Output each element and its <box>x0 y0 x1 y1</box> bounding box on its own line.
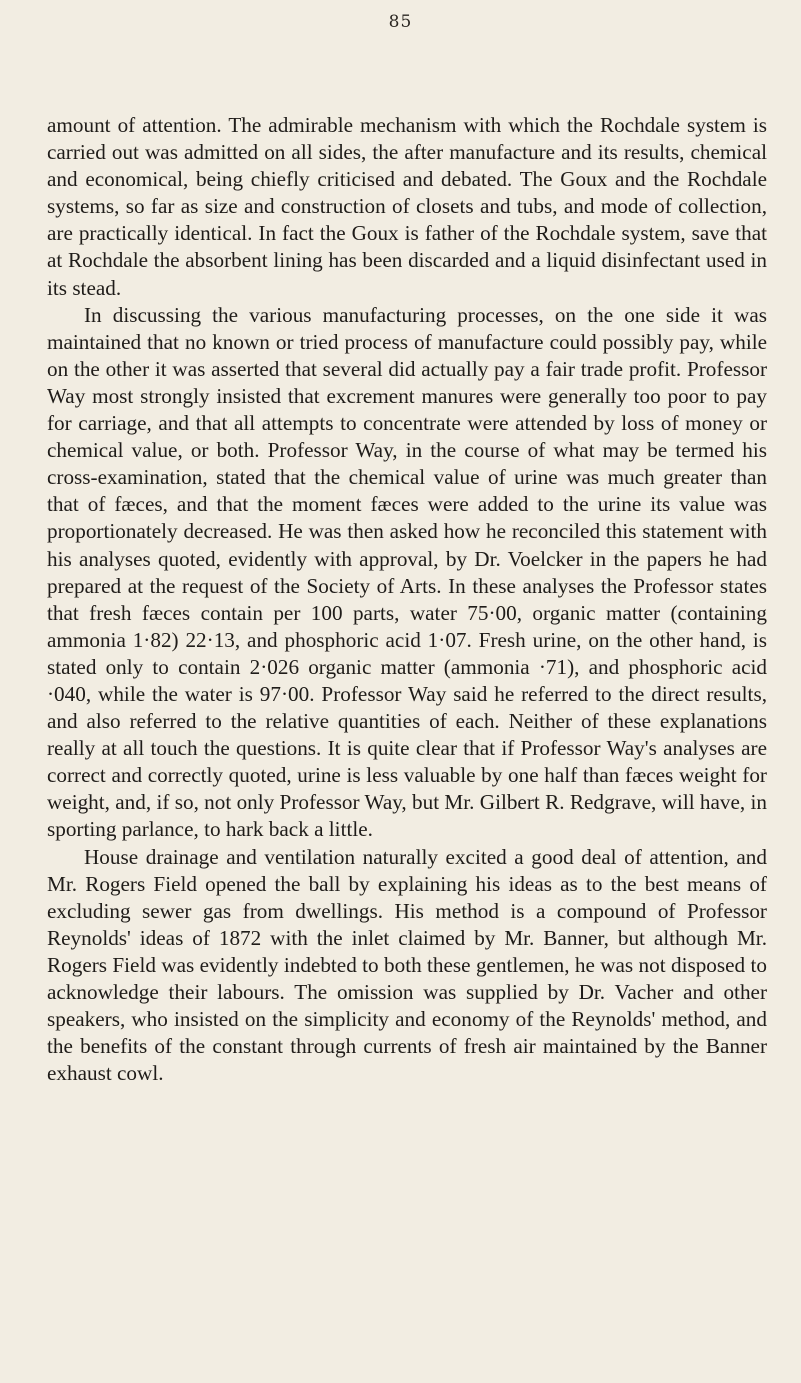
body-text <box>47 112 767 1087</box>
paragraph-1: amount of attention. The admirable mechanism with which the Rochdale system is carried out was admitted on all sides, the after manufacture and its results, chemical and economical, being chiefly criticised and debated. The Goux and the Rochdale systems, so far as size and construction of closets and tubs, and mode of collection, are practically identical. In fact the Goux is father of the Rochdale system, save that at Rochdale the absorbent lining has been discarded and a liquid disinfectant used in its stead. <box>47 113 767 300</box>
paragraph-2: In discussing the various manufacturing processes, on the one side it was maintained that no known or tried process of manufacture could possibly pay, while on the other it was asserted that several did actually pay a fair trade profit. Professor Way most strongly insisted that excrement manures were generally too poor to pay for carriage, and that all attempts to concentrate were attended by loss of money or chemical value, or both. Professor Way, in the course of what may be termed his cross-examination, stated that the chemical value of urine was much greater than that of fæces, and that the moment fæces were added to the urine its value was proportionately decreased. He was then asked how he reconciled this statement with his analyses quoted, evidently with approval, by Dr. Voelcker in the papers he had prepared at the request of the Society of Arts. In these analyses the Professor states that fresh fæces contain per 100 parts, water 75·00, organic matter (containing ammonia 1·82) 22·13, and phosphoric acid 1·07. Fresh urine, on the other hand, is stated only to contain 2·026 organic matter (ammonia ·71), and phosphoric acid ·040, while the water is 97·00. Professor Way said he referred to the direct results, and also referred to the relative quantities of each. Neither of these explanations really at all touch the questions. It is quite clear that if Professor Way's analyses are correct and correctly quoted, urine is less valuable by one half than fæces weight for weight, and, if so, not only Professor Way, but Mr. Gilbert R. Redgrave, will have, in sporting parlance, to hark back a little. <box>47 302 767 842</box>
paragraph-3: House drainage and ventilation naturally excited a good deal of attention, and Mr. Rogers Field opened the ball by explaining his ideas as to the best means of excluding sewer gas from dwellings. His method is a compound of Professor Reynolds' ideas of 1872 with the inlet claimed by Mr. Banner, but although Mr. Rogers Field was evidently indebted to both these gentlemen, he was not disposed to acknowledge their labours. The omission was supplied by Dr. Vacher and other speakers, who insisted on the simplicity and economy of the Reynolds' method, and the benefits of the constant through currents of fresh air maintained by the Banner exhaust cowl. <box>47 844 767 1086</box>
page-number: 85 <box>388 12 413 32</box>
